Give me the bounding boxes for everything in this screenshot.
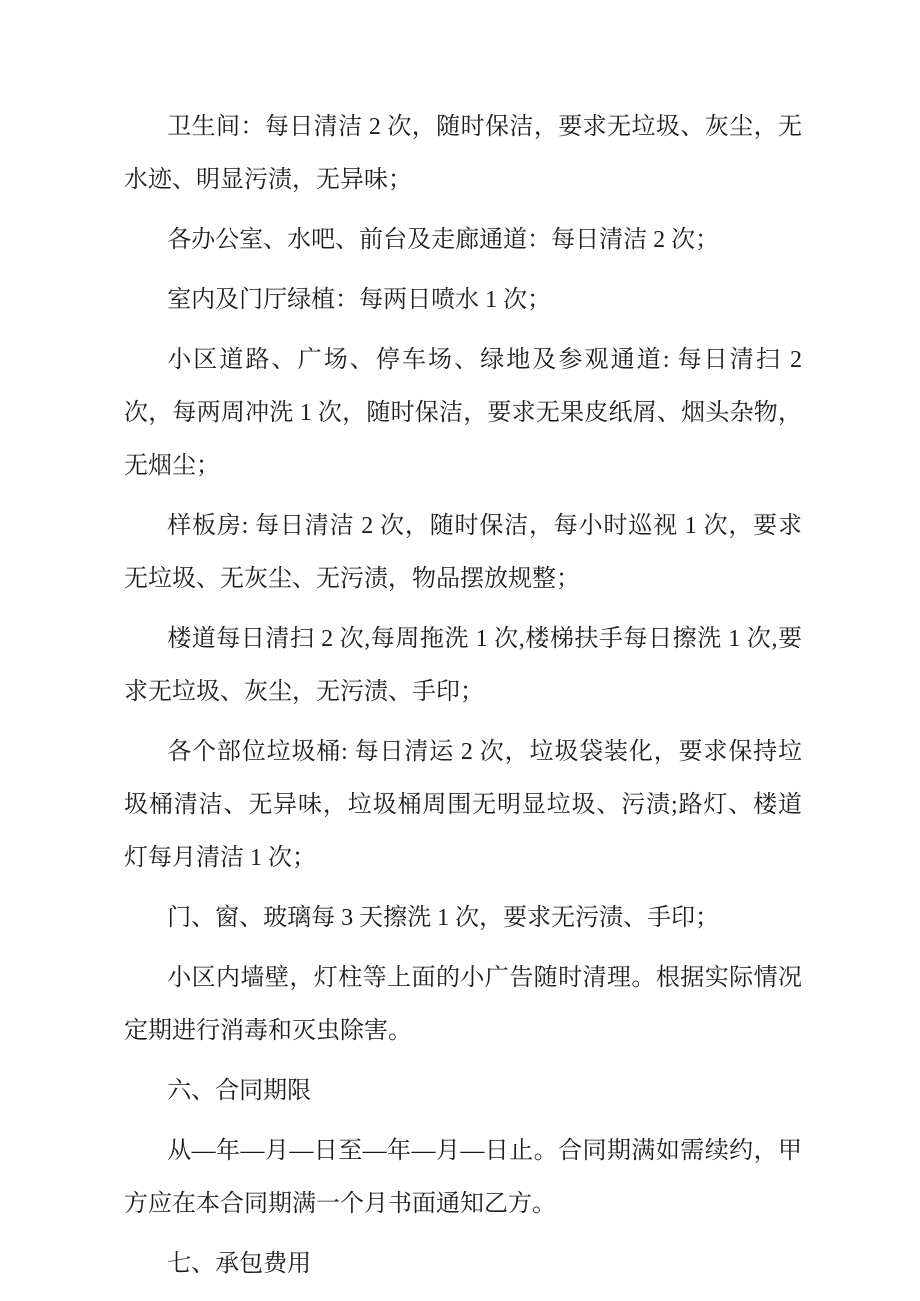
paragraph: 各个部位垃圾桶: 每日清运 2 次，垃圾袋装化，要求保持垃圾桶清洁、无异味，垃圾桶周围无明显垃圾、污渍;路灯、楼道灯每月清洁 1 次； xyxy=(124,739,802,871)
paragraph: 楼道每日清扫 2 次,每周拖洗 1 次,楼梯扶手每日擦洗 1 次,要求无垃圾、灰尘，无污渍、手印； xyxy=(124,626,802,705)
paragraph: 小区内墙壁，灯柱等上面的小广告随时清理。根据实际情况定期进行消毒和灭虫除害。 xyxy=(124,965,802,1044)
paragraph: 各办公室、水吧、前台及走廊通道：每日清洁 2 次； xyxy=(167,227,720,253)
paragraph: 小区道路、广场、停车场、绿地及参观通道: 每日清扫 2 次，每两周冲洗 1 次，随时保洁，要求无果皮纸屑、烟头杂物，无烟尘； xyxy=(124,347,802,479)
section-heading: 七、承包费用 xyxy=(167,1251,312,1277)
paragraph: 从—年—月—日至—年—月—日止。合同期满如需续约，甲方应在本合同期满一个月书面通知乙方。 xyxy=(124,1138,802,1217)
paragraph: 门、窗、玻璃每 3 天擦洗 1 次，要求无污渍、手印； xyxy=(167,905,720,931)
section-heading: 六、合同期限 xyxy=(167,1078,312,1104)
paragraph: 室内及门厅绿植：每两日喷水 1 次； xyxy=(167,287,552,313)
paragraph: 样板房: 每日清洁 2 次，随时保洁，每小时巡视 1 次，要求无垃圾、无灰尘、无污渍，物品摆放规整； xyxy=(124,513,802,592)
paragraph: 卫生间：每日清洁 2 次，随时保洁，要求无垃圾、灰尘，无水迹、明显污渍，无异味； xyxy=(124,114,802,193)
